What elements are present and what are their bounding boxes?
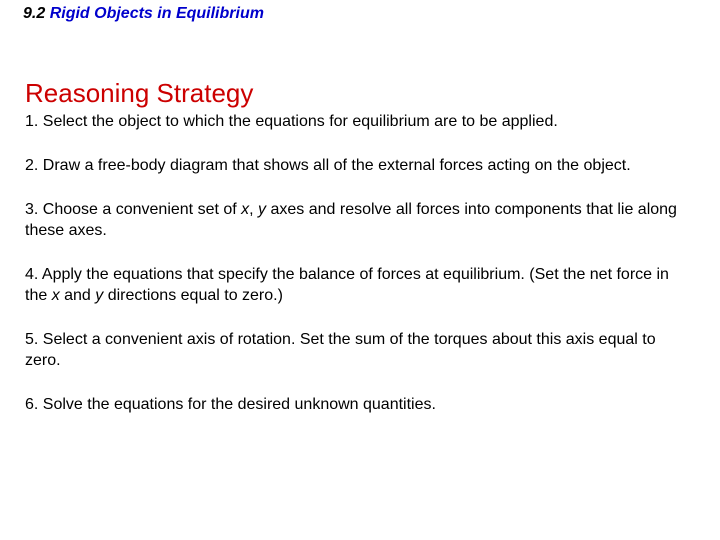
x-variable: x: [241, 201, 250, 218]
step-number: 2.: [25, 157, 39, 174]
section-title: Rigid Objects in Equilibrium: [49, 5, 264, 22]
step-text-middle: and: [59, 287, 96, 304]
section-header: [23, 4, 264, 24]
step-6: [25, 394, 685, 415]
step-4: [25, 264, 685, 306]
step-text-end: axes and resolve all forces into components that lie along these axes.: [25, 201, 677, 239]
step-text: Select a convenient axis of rotation. Set the sum of the torques about this axis equal to zero.: [25, 331, 656, 369]
y-variable: y: [95, 287, 104, 304]
step-number: 5.: [25, 331, 39, 348]
step-text-separator: ,: [249, 201, 259, 218]
step-1: [25, 111, 685, 132]
step-text: Draw a free-body diagram that shows all of the external forces acting on the object.: [42, 157, 631, 174]
strategy-steps: [25, 111, 685, 438]
strategy-title: Reasoning Strategy: [25, 78, 254, 108]
step-3: [25, 199, 685, 241]
step-number: 4.: [25, 266, 39, 283]
step-text-start: Choose a convenient set of: [42, 201, 242, 218]
y-variable: y: [258, 201, 267, 218]
step-5: [25, 329, 685, 371]
step-text-end: directions equal to zero.): [103, 287, 283, 304]
step-text-start: Apply the equations that specify the balance of forces at equilibrium. (Set the net force in the: [25, 266, 669, 304]
section-number: 9.2: [23, 5, 46, 22]
step-number: 3.: [25, 201, 39, 218]
step-text: Select the object to which the equations for equilibrium are to be applied.: [42, 113, 558, 130]
step-number: 1.: [25, 113, 39, 130]
step-2: [25, 155, 685, 176]
x-variable: x: [51, 287, 60, 304]
step-number: 6.: [25, 396, 39, 413]
step-text: Solve the equations for the desired unknown quantities.: [42, 396, 436, 413]
